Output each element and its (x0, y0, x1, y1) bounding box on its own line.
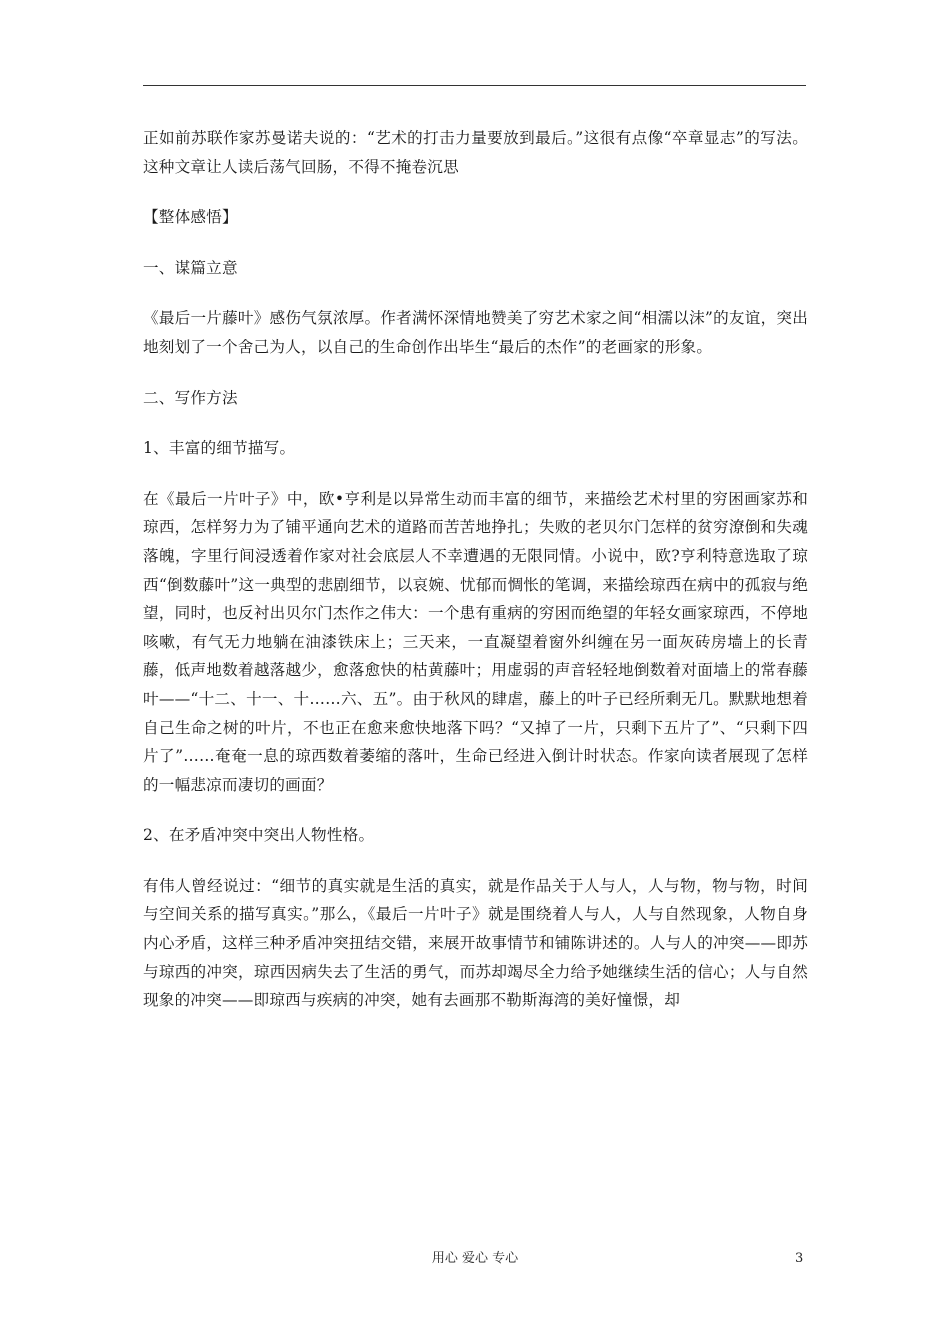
heading-structure: 一、谋篇立意 (143, 258, 238, 277)
subheading-details: 1、丰富的细节描写。 (143, 439, 296, 458)
paragraph-quote: 正如前苏联作家苏曼诺夫说的：“艺术的打击力量要放到最后。”这很有点像“卒章显志”的写法。这种文章让人读后荡气回肠，不得不掩卷沉思 (143, 129, 808, 176)
subheading-conflict: 2、在矛盾冲突中突出人物性格。 (143, 826, 375, 845)
paragraph-theme: 《最后一片藤叶》感伤气氛浓厚。作者满怀深情地赞美了穷艺术家之间“相濡以沫”的友谊，突出地刻划了一个舍己为人，以自己的生命创作出毕生“最后的杰作”的老画家的形象。 (143, 309, 808, 356)
document-body (143, 124, 808, 1015)
heading-writing-method: 二、写作方法 (143, 388, 238, 407)
section-heading-overall: 【整体感悟】 (143, 208, 238, 227)
footer-motto: 用心 爱心 专心 (431, 1251, 519, 1266)
paragraph-details: 在《最后一片叶子》中，欧•亨利是以异常生动而丰富的细节，来描绘艺术村里的穷困画家苏和琼西，怎样努力为了铺平通向艺术的道路而苦苦地挣扎；失败的老贝尔门怎样的贫穷潦倒和失魂落魄，字里行间浸透着作家对社会底层人不幸遭遇的无限同情。小说中，欧?亨利特意选取了琼西“倒数藤叶”这一典型的悲剧细节，以哀婉、忧郁而惆怅的笔调，来描绘琼西在病中的孤寂与绝望，同时，也反衬出贝尔门杰作之伟大：一个患有重病的穷困而绝望的年轻女画家琼西，不停地咳嗽，有气无力地躺在油漆铁床上；三天来，一直凝望着窗外纠缠在另一面灰砖房墙上的长青藤，低声地数着越落越少，愈落愈快的枯黄藤叶；用虚弱的声音轻轻地倒数着对面墙上的常春藤叶——“十二、十一、十……六、五”。由于秋风的肆虐，藤上的叶子已经所剩无几。默默地想着自己生命之树的叶片，不也正在愈来愈快地落下吗？“又掉了一片，只剩下五片了”、“只剩下四片了”……奄奄一息的琼西数着萎缩的落叶，生命已经进入倒计时状态。作家向读者展现了怎样的一幅悲凉而凄切的画面？ (143, 489, 808, 794)
page-number: 3 (795, 1251, 804, 1266)
header-rule (143, 85, 806, 86)
paragraph-conflict: 有伟人曾经说过：“细节的真实就是生活的真实，就是作品关于人与人，人与物，物与物，时间与空间关系的描写真实。”那么，《最后一片叶子》就是围绕着人与人，人与自然现象，人物自身内心矛盾，这样三种矛盾冲突扭结交错，来展开故事情节和铺陈讲述的。人与人的冲突——即苏与琼西的冲突，琼西因病失去了生活的勇气，而苏却竭尽全力给予她继续生活的信心；人与自然现象的冲突——即琼西与疾病的冲突，她有去画那不勒斯海湾的美好憧憬，却 (143, 876, 808, 1010)
